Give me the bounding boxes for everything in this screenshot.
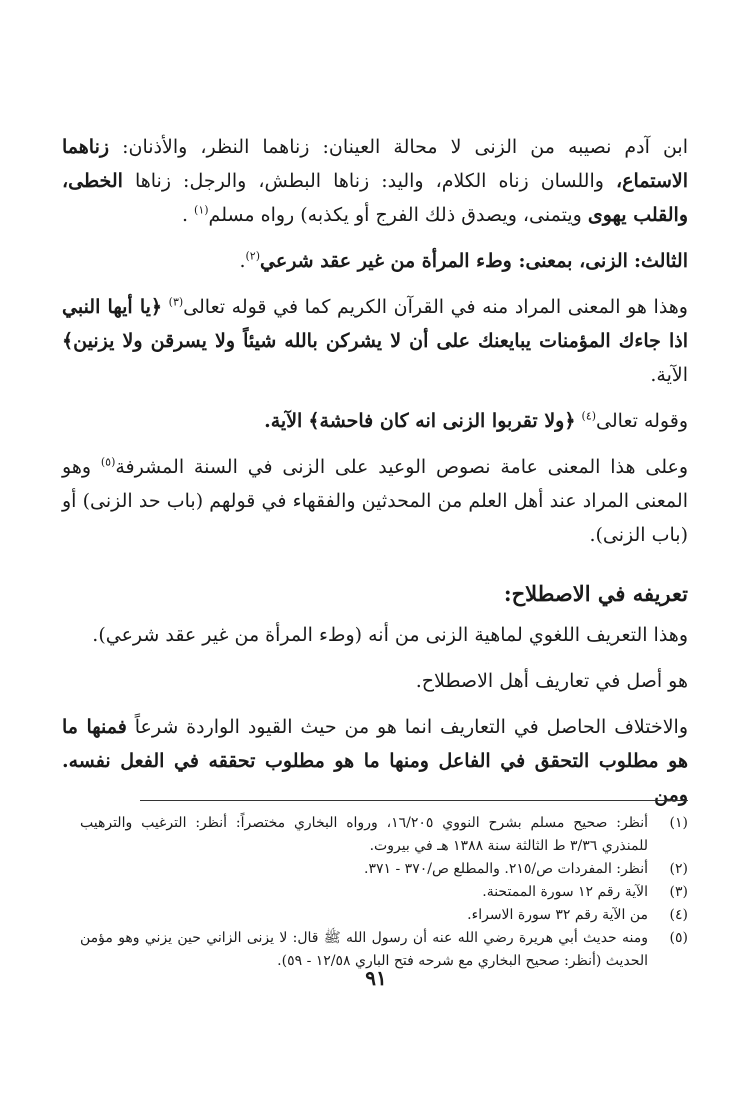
footnote-ref-2: (٢) xyxy=(245,249,261,263)
page-number: ٩١ xyxy=(365,966,387,990)
footnote-number: (٢) xyxy=(669,861,688,877)
footnote-ref-1: (١) xyxy=(194,203,209,217)
footnote-text: ومنه حديث أبي هريرة رضي الله عنه أن رسول الله ﷺ قال: لا يزنى الزاني حين يزني وهو مؤمن الحديث (أنظر: صحيح البخاري مع شرحه فتح الباري ١٢/٥٨ - ٥٩). xyxy=(80,930,648,969)
footnote-4 xyxy=(80,904,688,927)
footnote-number: (١) xyxy=(669,815,688,831)
footnote-text: من الآية رقم ٣٢ سورة الاسراء. xyxy=(467,907,648,923)
paragraph-1-line-1: ابن آدم نصيبه من الزنى لا محالة العينان: زناهما النظر، والأذنان: xyxy=(122,136,689,158)
quran-quote-2: ﴿ولا تقربوا الزنى انه كان فاحشة﴾ xyxy=(308,410,576,432)
footnote-number: (٥) xyxy=(669,930,688,946)
paragraph-2-text: الزنى، بمعنى: وطء المرأة من غير عقد شرعي xyxy=(260,250,628,272)
third-label: الثالث: xyxy=(633,250,688,272)
paragraph-1-line-2: واللسان زناه الكلام، واليد: زناها البطش، والرجل: زناها xyxy=(134,170,604,192)
footnote-text: أنظر: المفردات ص/٢١٥. والمطلع ص/٣٧٠ - ٣٧١. xyxy=(364,861,648,877)
paragraph-1 xyxy=(62,130,688,232)
paragraph-1-line-3: ويتمنى، ويصدق ذلك الفرج أو يكذبه) رواه مسلم xyxy=(208,204,582,226)
paragraph-2 xyxy=(62,244,688,278)
section-heading: تعريفه في الاصطلاح: xyxy=(503,581,688,606)
paragraph-1-line-2-bold: الخطى، والقلب يهوى xyxy=(62,170,688,226)
paragraph-8 xyxy=(62,710,688,812)
paragraph-4-text: وقوله تعالى xyxy=(596,410,688,432)
footnote-ref-5: (٥) xyxy=(100,455,116,469)
footnote-text: الآية رقم ١٢ سورة الممتحنة. xyxy=(482,884,648,900)
paragraph-5-text-2: وهو المعنى المراد عند أهل العلم من المحدثين والفقهاء في قولهم (باب حد الزنى) أو (باب الزنى). xyxy=(62,456,688,546)
paragraph-6: وهذا التعريف اللغوي لماهية الزنى من أنه (وطء المرأة من غير عقد شرعي). xyxy=(92,624,688,646)
page-content xyxy=(62,130,688,812)
paragraph-2-end: . xyxy=(239,250,246,272)
footnote-ref-4: (٤) xyxy=(581,409,597,423)
footnotes xyxy=(80,812,688,973)
footnote-ref-3: (٣) xyxy=(168,295,184,309)
paragraph-3 xyxy=(62,290,688,392)
footnote-number: (٤) xyxy=(669,907,688,923)
paragraph-7: هو أصل في تعاريف أهل الاصطلاح. xyxy=(415,670,688,692)
body-text xyxy=(62,130,688,812)
paragraph-4-end: الآية. xyxy=(264,410,303,432)
paragraph-3-text: وهذا هو المعنى المراد منه في القرآن الكريم كما في قوله تعالى xyxy=(183,296,688,318)
paragraph-5 xyxy=(62,450,688,552)
paragraph-1-line-1-bold: زناهما الاستماع، xyxy=(62,136,688,192)
footnote-1 xyxy=(80,812,688,858)
footnote-text: أنظر: صحيح مسلم بشرح النووي ١٦/٢٠٥، ورواه البخاري مختصراً: أنظر: الترغيب والترهيب للمنذري ٣/٣٦ ط الثالثة سنة ١٣٨٨ هـ في بيروت. xyxy=(80,815,648,854)
quran-quote-1: ﴿يا أيها النبي اذا جاءك المؤمنات يبايعنك على أن لا يشركن بالله شيئاً ولا يسرقن ولا يزنين﴾ xyxy=(62,296,688,352)
footnote-3 xyxy=(80,881,688,904)
paragraph-1-end: . xyxy=(181,204,188,226)
footnote-number: (٣) xyxy=(669,884,688,900)
paragraph-8-text: والاختلاف الحاصل في التعاريف انما هو من حيث القيود الواردة شرعاً xyxy=(134,716,689,738)
paragraph-3-end: الآية. xyxy=(650,364,688,386)
paragraph-4 xyxy=(62,404,688,438)
footnote-2 xyxy=(80,858,688,881)
footnote-divider xyxy=(140,800,688,801)
paragraph-8-bold: فمنها ما هو مطلوب التحقق في الفاعل ومنها ما هو مطلوب تحققه في الفعل نفسه. ومن xyxy=(62,716,688,806)
paragraph-5-text-1: وعلى هذا المعنى عامة نصوص الوعيد على الزنى في السنة المشرفة xyxy=(115,456,688,478)
